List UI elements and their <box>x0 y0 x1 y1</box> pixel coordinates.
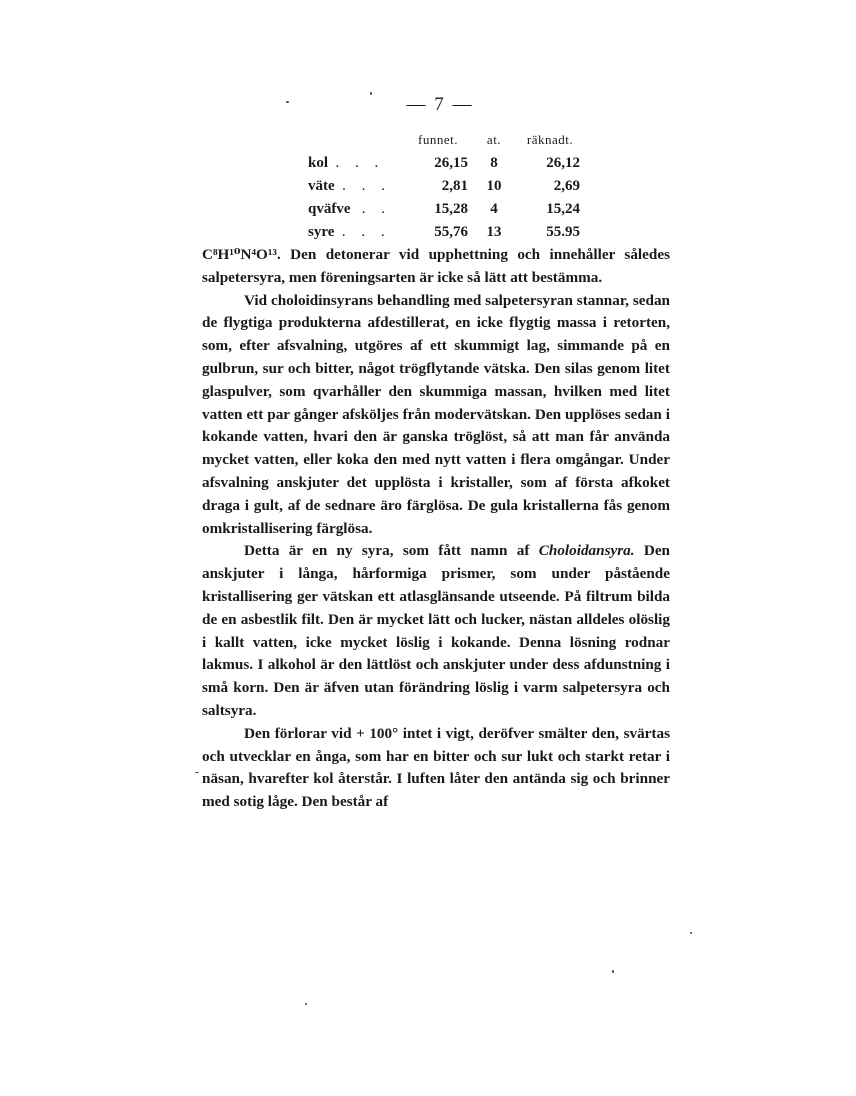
print-speck <box>195 772 199 773</box>
print-speck <box>690 932 692 934</box>
paragraph-formula <box>202 244 670 290</box>
leader-dots: . . . <box>341 223 391 240</box>
leader-dots: . . . <box>342 177 391 194</box>
elemental-analysis-table <box>308 132 580 244</box>
atoms-value: 13 <box>486 223 502 240</box>
page-number: — 7 — <box>406 94 474 115</box>
found-value: 2,81 <box>441 177 468 194</box>
acid-name: Choloidansyra. <box>538 542 635 560</box>
calculated-value: 55.95 <box>546 223 580 240</box>
header-calculated: räknadt. <box>526 132 574 147</box>
chemical-formula: C⁸H¹⁰N⁴O¹³. <box>202 246 281 263</box>
header-found: funnet. <box>418 132 458 147</box>
print-speck <box>286 101 289 103</box>
element-cell <box>308 221 408 244</box>
paragraph-text: Detta är en ny syra, som fått namn af <box>244 542 539 560</box>
paragraph-treatment: Vid choloidinsyrans behandling med salpetersyran stannar, sedan de flygtiga produkterna afdestillerat, en icke flygtig massa i retorten, som, efter afsvalning, utgöres af ett skummigt lag, simmande på en gulbrun, sur och bitter, något trögflytande vätska. Den silas genom litet glaspulver, som qvarhåller den skummiga massan, hvilken med litet vatten ett par gånger afsköljes från modervätskan. Den upplöses sedan i kokande vatten, hvari den är ganska tröglöst, så att man får använda mycket vatten, eller koka den med nytt vatten i flera omgångar. Under afsvalning anskjuter det upplösta i kristaller, som af första afkoket draga i gult, af de sednare äro färglösa. De gula kristallerna fås genom omkristallisering färglösa. <box>202 291 670 537</box>
print-speck <box>305 1003 307 1005</box>
atoms-value: 4 <box>490 200 498 217</box>
calculated-value: 26,12 <box>546 154 580 171</box>
body-text <box>202 244 670 814</box>
element-name: syre <box>308 223 335 240</box>
print-speck <box>612 970 614 973</box>
found-value: 15,28 <box>434 200 468 217</box>
leader-dots: . . . <box>335 154 385 171</box>
paragraph-text: Den detonerar vid upphettning och innehåller således salpetersyra, men föreningsarten är icke så lätt att bestämma. <box>202 246 670 286</box>
element-cell <box>308 175 408 198</box>
leader-dots: . . <box>361 200 391 217</box>
element-name: väte <box>308 177 335 194</box>
element-name: qväfve <box>308 200 351 217</box>
header-element <box>308 132 408 152</box>
atoms-value: 10 <box>486 177 502 194</box>
element-name: kol <box>308 154 329 171</box>
header-atoms: at. <box>486 132 502 147</box>
table-row <box>308 221 580 244</box>
element-cell <box>308 198 408 221</box>
calculated-value: 15,24 <box>546 200 580 217</box>
found-value: 55,76 <box>434 223 468 240</box>
atoms-value: 8 <box>490 154 498 171</box>
calculated-value: 2,69 <box>553 177 580 194</box>
table-row <box>308 152 580 175</box>
found-value: 26,15 <box>434 154 468 171</box>
table-row <box>308 198 580 221</box>
paragraph-heating: Den förlorar vid + 100° intet i vigt, deröfver smälter den, svärtas och utvecklar en ånga, som har en bitter och sur lukt och starkt retar i näsan, hvarefter kol återstår. I luften låter den antända sig och brinner med sotig låge. Den består af <box>202 724 670 811</box>
table-header-row <box>308 132 580 152</box>
element-cell <box>308 152 408 175</box>
table-row <box>308 175 580 198</box>
paragraph-text: Den anskjuter i långa, hårformiga prismer, som under påstående kristallisering ger vätskan ett atlasglänsande utseende. På filtrum bilda de en asbestlik filt. Den är mycket lätt och lucker, nästan alldeles olöslig i kallt vatten, icke mycket löslig i kokande. Denna lösning rodnar lakmus. I alkohol är den lättlöst och anskjuter under dess afdunstning i små korn. Den är äfven utan förändring löslig i varm salpetersyra och saltsyra. <box>202 542 671 719</box>
paragraph-new-acid <box>202 540 670 722</box>
print-speck <box>370 92 372 95</box>
